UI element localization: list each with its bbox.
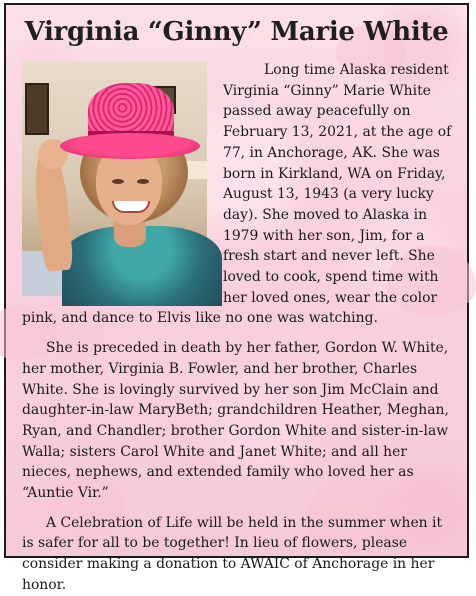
obituary-body	[22, 60, 452, 596]
obituary-title: Virginia “Ginny” Marie White	[24, 17, 449, 47]
paragraph-family: She is preceded in death by her father, Gordon W. White, her mother, Virginia B. Fowler, and her brother, Charles White. She is lovingly survived by her son Jim McClain and daughter-in-law MaryBeth; grandchildren Heather, Meghan, Ryan, and Chandler; brother Gordon White and sister-in-law Walla; sisters Carol White and Janet White; and all her nieces, nephews, and extended family who loved her as “Auntie Vir.”	[22, 340, 449, 502]
paragraph-life: Long time Alaska resident Virginia “Ginny” Marie White passed away peacefully on February 13, 2021, at the age of 77, in Anchorage, AK. She was born in Kirkland, WA on Friday, August 13, 1943 (a very lucky day). She moved to Alaska in 1979 with her son, Jim, for a fresh start and never left. She loved to cook, spend time with her loved ones, wear the color pink, and dance to Elvis like no one was watching.	[22, 62, 452, 327]
paragraph-celebration: A Celebration of Life will be held in the summer when it is safer for all to be together! In lieu of flowers, please consider making a donation to AWAIC of Anchorage in her honor.	[22, 514, 443, 593]
obituary-card	[4, 3, 469, 593]
